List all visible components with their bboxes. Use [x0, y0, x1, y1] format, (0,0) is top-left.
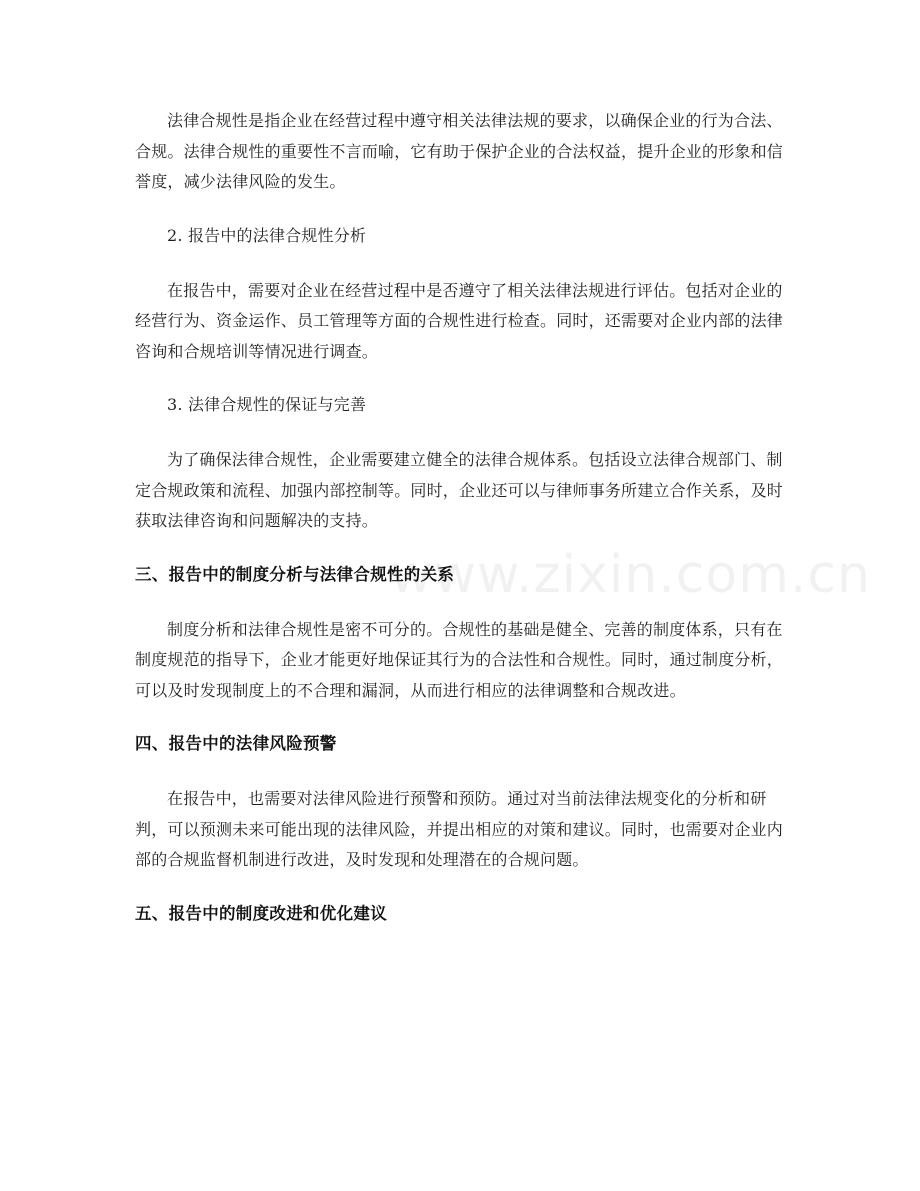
paragraph-compliance-analysis: 在报告中，需要对企业在经营过程中是否遵守了相关法律法规进行评估。包括对企业的经营行为、资金运作、员工管理等方面的合规性进行检查。同时，还需要对企业内部的法律咨询和合规培训等情况进行调查。: [135, 280, 784, 361]
paragraph-system-compliance-relation: 制度分析和法律合规性是密不可分的。合规性的基础是健全、完善的制度体系，只有在制度规范的指导下，企业才能更好地保证其行为的合法性和合规性。同时，通过制度分析，可以及时发现制度上的不合理和漏洞，从而进行相应的法律调整和合规改进。: [135, 619, 784, 700]
section-heading-system-compliance-relation: 三、报告中的制度分析与法律合规性的关系: [135, 564, 455, 584]
paragraph-compliance-assurance: 为了确保法律合规性，企业需要建立健全的法律合规体系。包括设立法律合规部门、制定合规政策和流程、加强内部控制等。同时，企业还可以与律师事务所建立合作关系，及时获取法律咨询和问题解决的支持。: [135, 450, 784, 530]
paragraph-legal-compliance-definition: 法律合规性是指企业在经营过程中遵守相关法律法规的要求，以确保企业的行为合法、合规。法律合规性的重要性不言而喻，它有助于保护企业的合法权益，提升企业的形象和信誉度，减少法律风险的发生。: [135, 111, 784, 191]
subheading-compliance-assurance: 3. 法律合规性的保证与完善: [167, 395, 367, 414]
section-heading-system-improvement: 五、报告中的制度改进和优化建议: [135, 903, 387, 923]
watermark-text: www.zixin.com.cn: [390, 545, 871, 605]
paragraph-legal-risk-warning: 在报告中，也需要对法律风险进行预警和预防。通过对当前法律法规变化的分析和研判，可以预测未来可能出现的法律风险，并提出相应的对策和建议。同时，也需要对企业内部的合规监督机制进行改进，及时发现和处理潜在的合规问题。: [135, 789, 784, 869]
section-heading-legal-risk-warning: 四、报告中的法律风险预警: [135, 734, 337, 753]
subheading-compliance-analysis: 2. 报告中的法律合规性分析: [167, 225, 367, 245]
